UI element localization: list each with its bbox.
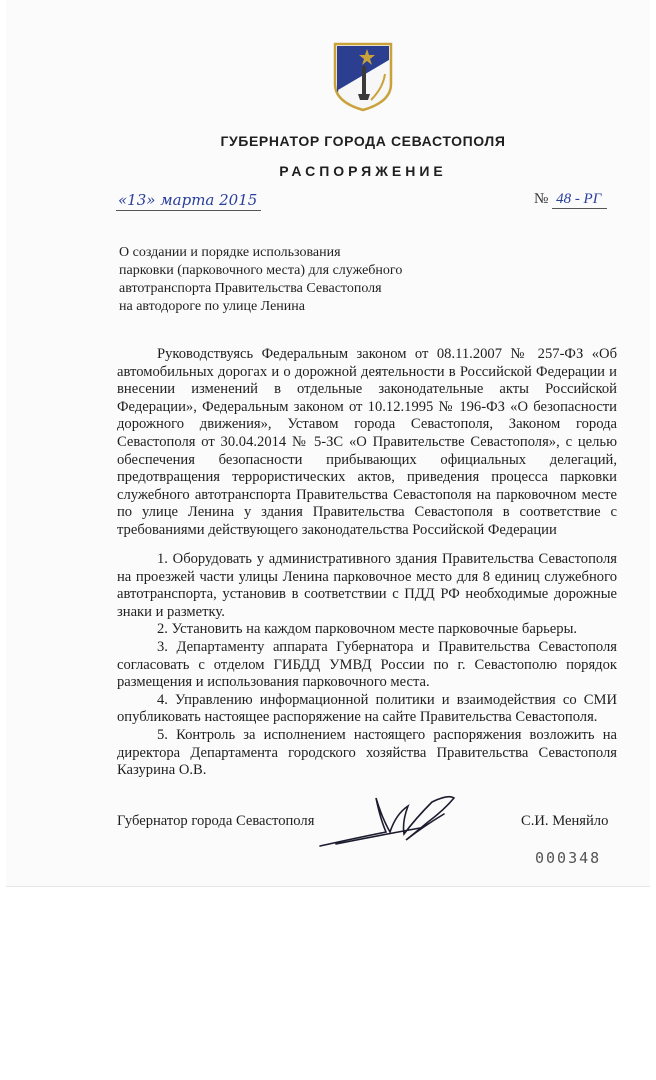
coat-of-arms-emblem xyxy=(331,40,395,112)
order-items xyxy=(117,551,617,780)
signatory-position: Губернатор города Севастополя xyxy=(117,813,315,829)
document-type: РАСПОРЯЖЕНИЕ xyxy=(279,163,447,179)
handwritten-signature xyxy=(316,788,466,852)
document-date: «13» марта 2015 xyxy=(116,191,261,211)
preamble-paragraph: Руководствуясь Федеральным законом от 08.11.2007 № 257-ФЗ «Об автомобильных дорогах и о дорожной деятельности в Российской Федерации и внесении изменений в отдельные законодательные акты Российской Федерации», Федеральным законом от 10.12.1995 № 196-ФЗ «О безопасности дорожного движения», Уставом города Севастополя, Законом города Севастополя от 30.04.2014 № 5-ЗС «О Правительстве Севастополя», с целью обеспечения безопасности прибывающих официальных делегаций, предотвращения террористических актов, приведения процесса парковки служебного автотранспорта Правительства Севастополя на парковочном месте по улице Ленина у здания Правительства Севастополя в соответствие с требованиями действующего законодательства Российской Федерации xyxy=(117,346,617,538)
document-subject xyxy=(119,244,439,316)
order-item: 3. Департаменту аппарата Губернатора и Правительства Севастополя согласовать с отделом ГИБДД УМВД России по г. Севастополю порядок размещения и использования парковочного места. xyxy=(117,638,617,691)
subject-line: парковки (парковочного места) для служебного xyxy=(119,263,403,278)
subject-line: автотранспорта Правительства Севастополя xyxy=(119,281,382,296)
signatory-name: С.И. Меняйло xyxy=(521,813,609,829)
registration-number: 000348 xyxy=(535,849,602,867)
order-item: 1. Оборудовать у административного здания Правительства Севастополя на проезжей части улицы Ленина парковочное место для 8 единиц служебного автотранспорта, установив в соответствии с ПДД РФ необходимые дорожные знаки и разметку. xyxy=(117,551,617,620)
issuer-title: ГУБЕРНАТОР ГОРОДА СЕВАСТОПОЛЯ xyxy=(220,133,506,149)
number-value: 48 - РГ xyxy=(552,191,607,209)
order-item: 2. Установить на каждом парковочном месте парковочные барьеры. xyxy=(157,621,578,638)
order-item: 5. Контроль за исполнением настоящего распоряжения возложить на директора Департамента городского хозяйства Правительства Севастополя Казурина О.В. xyxy=(117,726,617,779)
number-prefix: № xyxy=(534,191,549,207)
subject-line: О создании и порядке использования xyxy=(119,245,341,260)
order-item: 4. Управлению информационной политики и взаимодействия со СМИ опубликовать настоящее распоряжение на сайте Правительства Севастополя. xyxy=(117,691,617,726)
subject-line: на автодороге по улице Ленина xyxy=(119,299,305,314)
document-number xyxy=(534,191,607,208)
preamble-block xyxy=(117,346,617,540)
